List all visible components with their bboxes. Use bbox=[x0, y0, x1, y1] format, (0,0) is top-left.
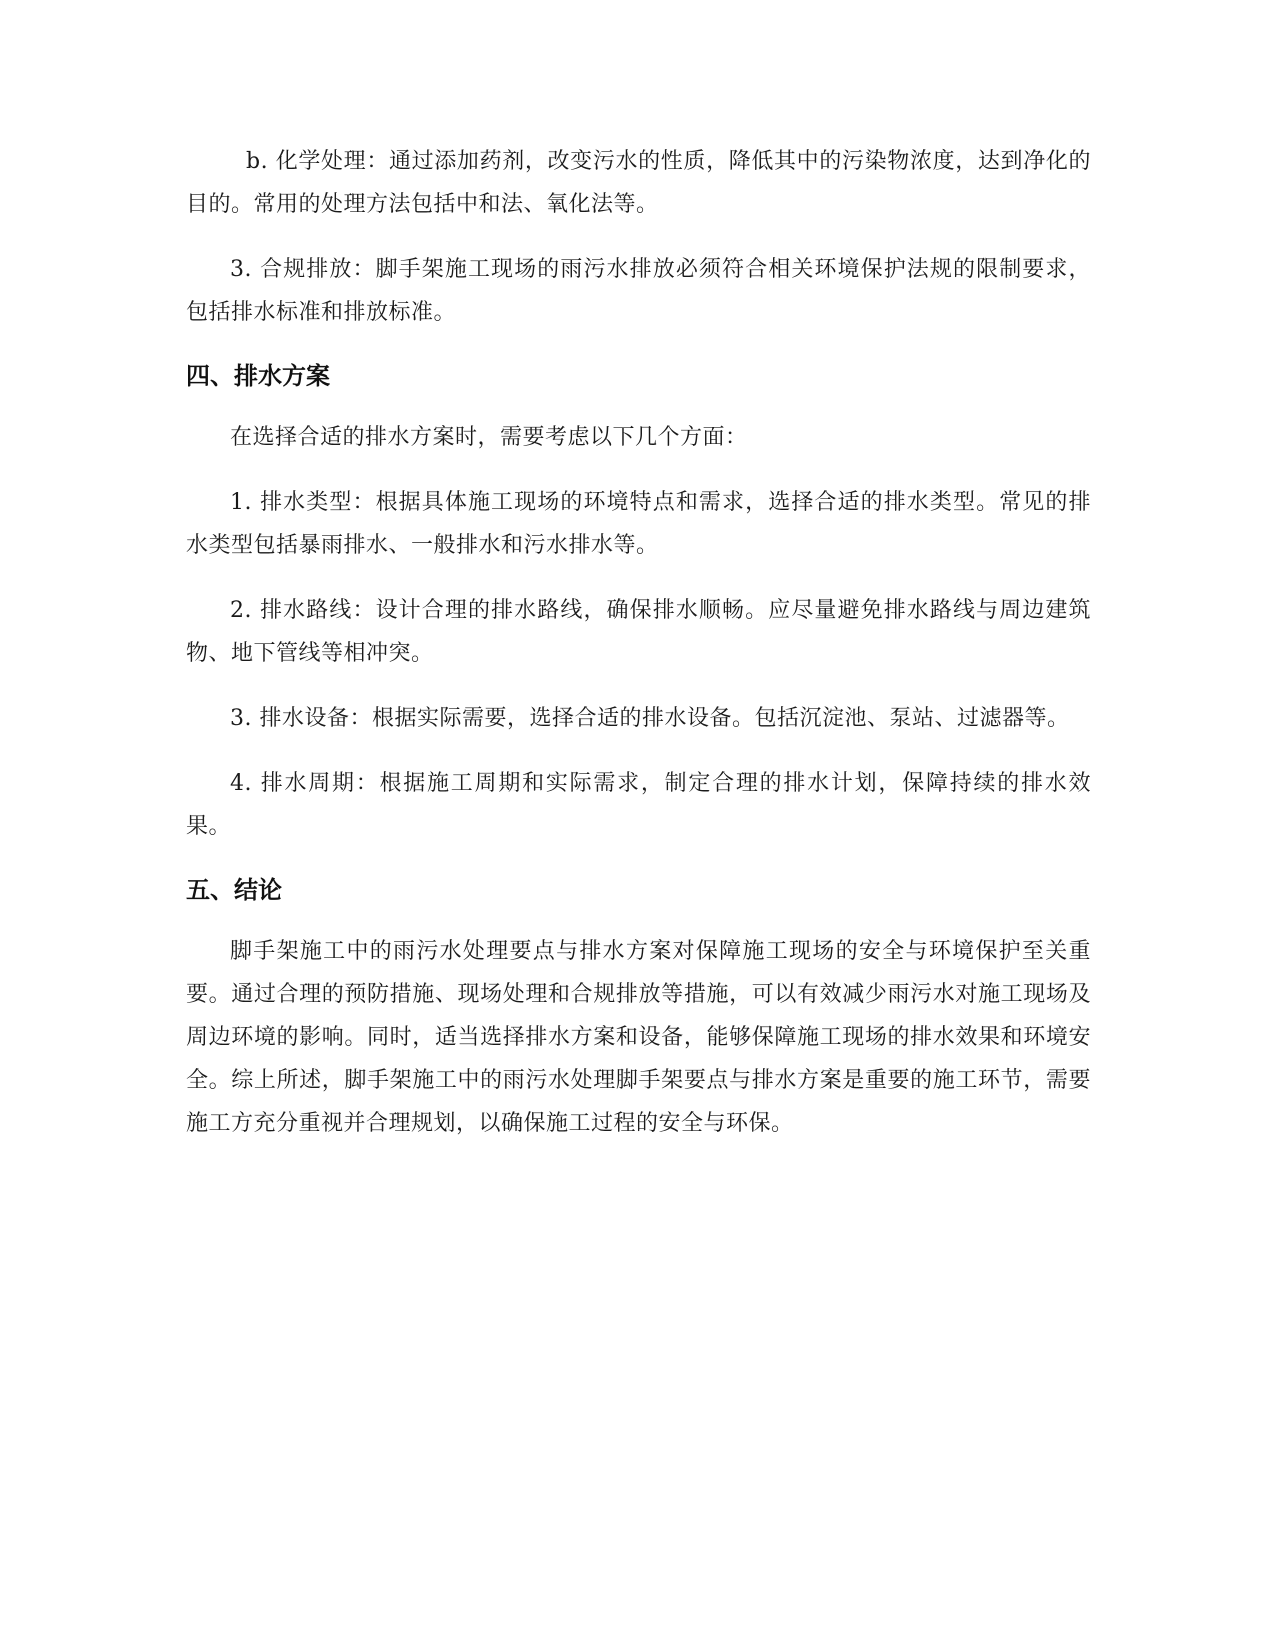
paragraph-compliant-discharge: 3. 合规排放：脚手架施工现场的雨污水排放必须符合相关环境保护法规的限制要求，包括排水标准和排放标准。 bbox=[186, 257, 1091, 325]
paragraph-drainage-equipment: 3. 排水设备：根据实际需要，选择合适的排水设备。包括沉淀池、泵站、过滤器等。 bbox=[230, 706, 1070, 731]
paragraph-drainage-type: 1. 排水类型：根据具体施工现场的环境特点和需求，选择合适的排水类型。常见的排水类型包括暴雨排水、一般排水和污水排水等。 bbox=[186, 490, 1091, 558]
paragraph-conclusion: 脚手架施工中的雨污水处理要点与排水方案对保障施工现场的安全与环境保护至关重要。通过合理的预防措施、现场处理和合规排放等措施，可以有效减少雨污水对施工现场及周边环境的影响。同时，适当选择排水方案和设备，能够保障施工现场的排水效果和环境安全。综上所述，脚手架施工中的雨污水处理脚手架要点与排水方案是重要的施工环节，需要施工方充分重视并合理规划，以确保施工过程的安全与环保。 bbox=[186, 939, 1091, 1136]
paragraph-drainage-cycle: 4. 排水周期：根据施工周期和实际需求，制定合理的排水计划，保障持续的排水效果。 bbox=[186, 771, 1091, 839]
section-heading-drainage-plan: 四、排水方案 bbox=[186, 362, 330, 390]
document-body bbox=[186, 140, 1091, 1167]
paragraph-drainage-intro: 在选择合适的排水方案时，需要考虑以下几个方面： bbox=[230, 425, 748, 450]
paragraph-chemical-treatment: b. 化学处理：通过添加药剂，改变污水的性质，降低其中的污染物浓度，达到净化的目的。常用的处理方法包括中和法、氧化法等。 bbox=[186, 149, 1091, 217]
paragraph-drainage-route: 2. 排水路线：设计合理的排水路线，确保排水顺畅。应尽量避免排水路线与周边建筑物、地下管线等相冲突。 bbox=[186, 598, 1091, 666]
section-heading-conclusion: 五、结论 bbox=[186, 876, 282, 904]
